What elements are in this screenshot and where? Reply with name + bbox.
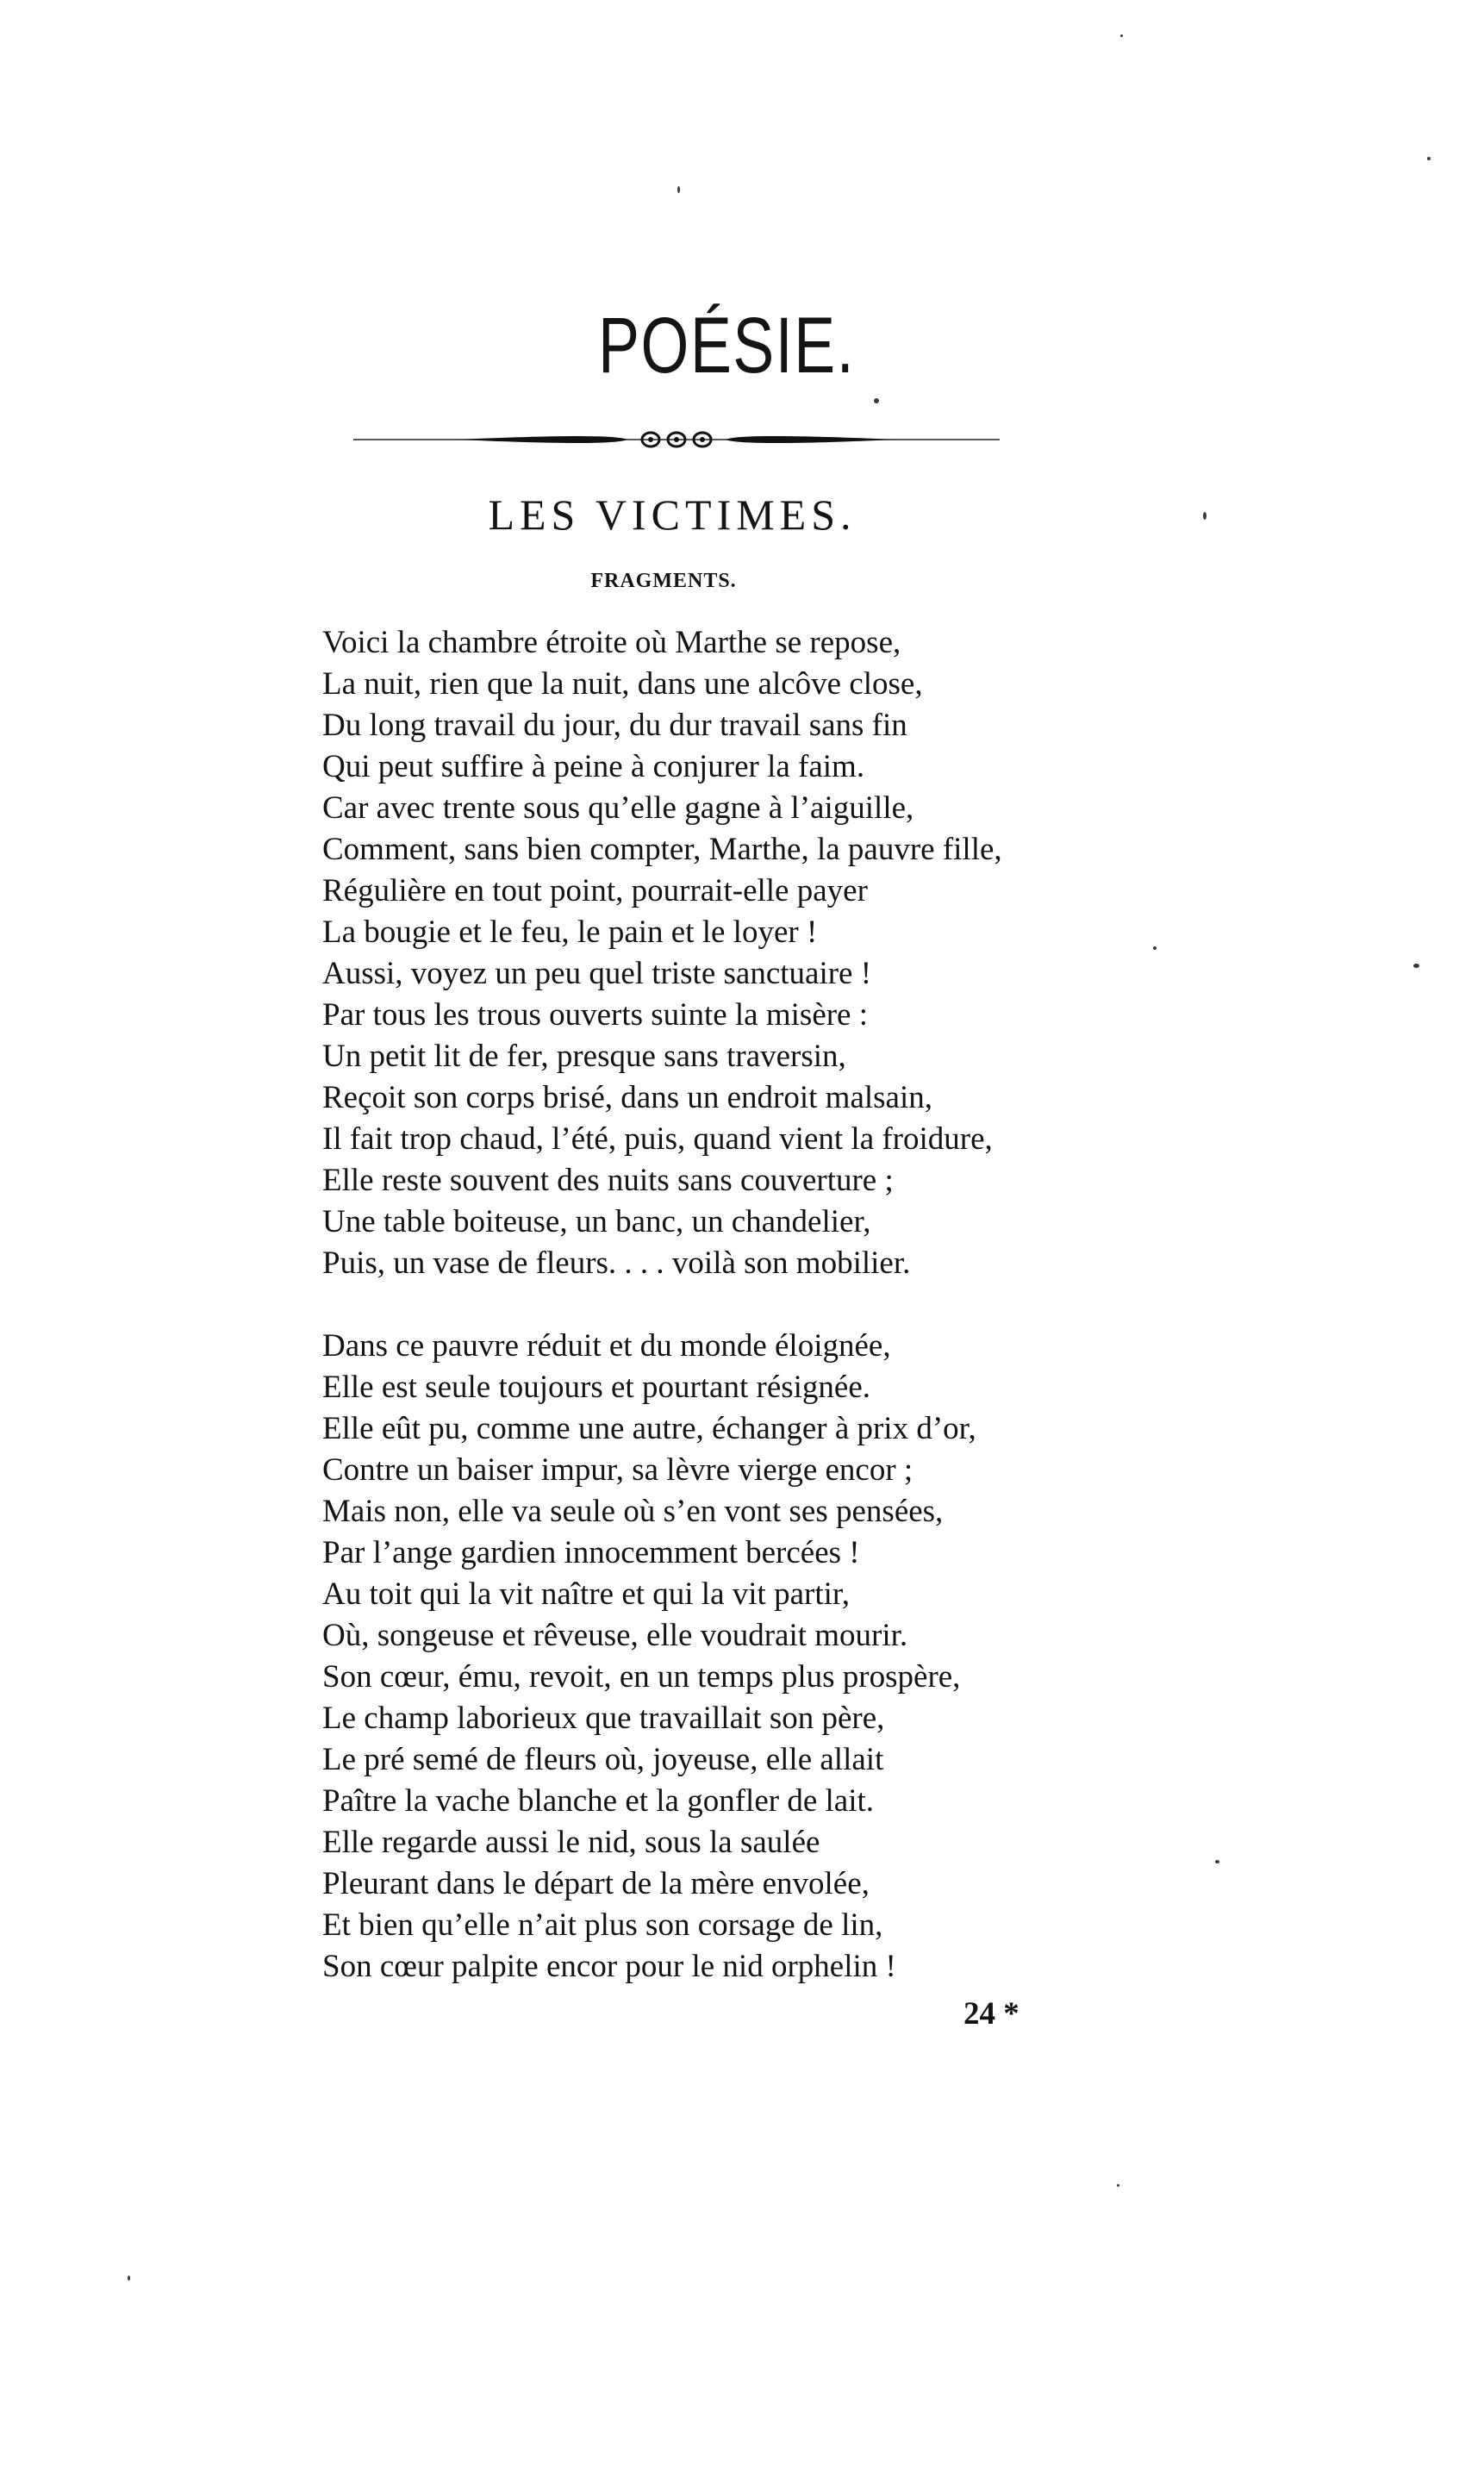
scan-speck [1117, 2184, 1119, 2187]
scan-speck [874, 398, 879, 403]
verse-line: Elle reste souvent des nuits sans couverture ; [322, 1163, 894, 1198]
verse-line: Une table boiteuse, un banc, un chandelier, [322, 1204, 871, 1239]
verse-line: Le pré semé de fleurs où, joyeuse, elle allait [322, 1742, 884, 1777]
verse-line: Par tous les trous ouverts suinte la misère : [322, 997, 869, 1033]
poem-title: LES VICTIMES. [488, 490, 857, 539]
verse-line: Pleurant dans le départ de la mère envolée, [322, 1866, 870, 1901]
verse-line: Paître la vache blanche et la gonfler de lait. [322, 1783, 875, 1819]
scan-speck [1153, 946, 1157, 950]
verse-line: Un petit lit de fer, presque sans traversin, [322, 1039, 846, 1074]
scan-speck [1215, 1860, 1219, 1863]
verse-line: Son cœur palpite encor pour le nid orphelin ! [322, 1949, 896, 1984]
verse-line: Et bien qu’elle n’ait plus son corsage de lin, [322, 1907, 883, 1943]
stanza-1 [322, 622, 1313, 1284]
verse-line: Dans ce pauvre réduit et du monde éloignée, [322, 1328, 891, 1364]
scan-speck [1427, 157, 1431, 160]
verse-line: Où, songeuse et rêveuse, elle voudrait mourir. [322, 1618, 908, 1653]
verse-line: Contre un baiser impur, sa lèvre vierge encor ; [322, 1452, 913, 1488]
verse-line: Puis, un vase de fleurs. . . . voilà son mobilier. [322, 1245, 911, 1281]
verse-line: Elle regarde aussi le nid, sous la saulée [322, 1825, 820, 1860]
scan-speck [1203, 512, 1207, 520]
verse-line: Son cœur, ému, revoit, en un temps plus prospère, [322, 1659, 961, 1695]
verse-line: Elle eût pu, comme une autre, échanger à prix d’or, [322, 1411, 976, 1446]
poem-subtitle: FRAGMENTS. [590, 570, 737, 592]
verse-line: Du long travail du jour, du dur travail sans fin [322, 708, 907, 743]
scan-speck [128, 2275, 130, 2281]
scan-speck [1120, 34, 1123, 37]
verse-line: Car avec trente sous qu’elle gagne à l’aiguille, [322, 790, 914, 826]
verse-line: Elle est seule toujours et pourtant résignée. [322, 1370, 871, 1405]
verse-line: La nuit, rien que la nuit, dans une alcôve close, [322, 666, 923, 702]
scan-speck [1413, 964, 1419, 968]
page-number: 24 * [963, 1996, 1019, 2032]
verse-line: La bougie et le feu, le pain et le loyer ! [322, 914, 818, 950]
verse-line: Le champ laborieux que travaillait son père, [322, 1701, 885, 1736]
verse-line: Reçoit son corps brisé, dans un endroit malsain, [322, 1080, 933, 1115]
verse-line: Mais non, elle va seule où s’en vont ses pensées, [322, 1494, 944, 1529]
stanza-2 [322, 1326, 1313, 1988]
verse-line: Régulière en tout point, pourrait-elle payer [322, 873, 868, 908]
section-title: POÉSIE. [598, 302, 856, 390]
title-ornament-divider [353, 422, 1000, 457]
verse-line: Comment, sans bien compter, Marthe, la pauvre fille, [322, 832, 1002, 867]
verse-line: Il fait trop chaud, l’été, puis, quand vient la froidure, [322, 1121, 993, 1157]
verse-line: Au toit qui la vit naître et qui la vit partir, [322, 1576, 850, 1612]
scan-speck [677, 186, 680, 193]
verse-line: Par l’ange gardien innocemment bercées ! [322, 1535, 860, 1570]
verse-line: Voici la chambre étroite où Marthe se repose, [322, 625, 901, 660]
verse-line: Aussi, voyez un peu quel triste sanctuaire ! [322, 956, 872, 991]
verse-line: Qui peut suffire à peine à conjurer la faim. [322, 749, 865, 784]
